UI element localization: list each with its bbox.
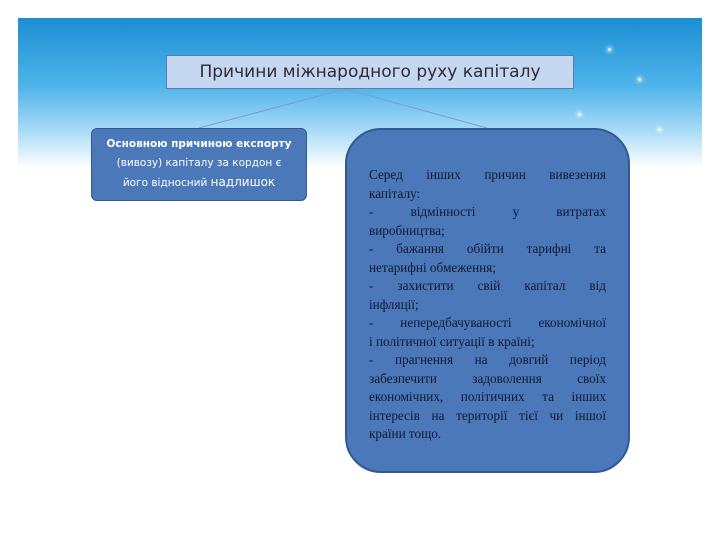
other-reasons-line: - непередбачуваності економічної: [369, 315, 606, 330]
other-reasons-line: капіталу:: [369, 185, 421, 201]
main-reason-line: Основною причиною експорту: [106, 138, 292, 150]
other-reasons-line: країни тощо.: [369, 426, 442, 441]
main-reason-line: (вивозу) капіталу за кордон є: [116, 157, 282, 169]
other-reasons-line: інфляції;: [369, 296, 419, 312]
other-reasons-line: - бажання обійти тарифні та: [369, 241, 606, 256]
main-reason-emphasis: надлишок: [210, 175, 276, 189]
other-reasons-line: забезпечити задоволення своїх: [369, 370, 606, 386]
other-reasons-line: виробництва;: [369, 222, 445, 238]
connector-right: [345, 89, 487, 128]
other-reasons-line: і політичної ситуації в країні;: [369, 333, 535, 349]
other-reasons-line: - захистити свій капітал від: [369, 278, 606, 293]
main-reason-line: [98, 173, 300, 193]
other-reasons-line: нетарифні обмеження;: [369, 259, 496, 275]
other-reasons-line: інтересів на території тієї чи іншої: [369, 407, 606, 423]
main-reason-box: [91, 128, 307, 201]
diagram-title: Причини міжнародного руху капіталу: [166, 55, 574, 89]
connector-left: [199, 89, 345, 128]
other-reasons-line: - прагнення на довгий період: [369, 352, 606, 367]
other-reasons-line: Серед інших причин вивезення: [369, 167, 606, 182]
other-reasons-box: [345, 128, 630, 473]
other-reasons-line: - відмінності у витратах: [369, 204, 606, 219]
main-reason-text: його відносний: [122, 177, 211, 189]
other-reasons-line: економічних, політичних та інших: [369, 389, 606, 404]
